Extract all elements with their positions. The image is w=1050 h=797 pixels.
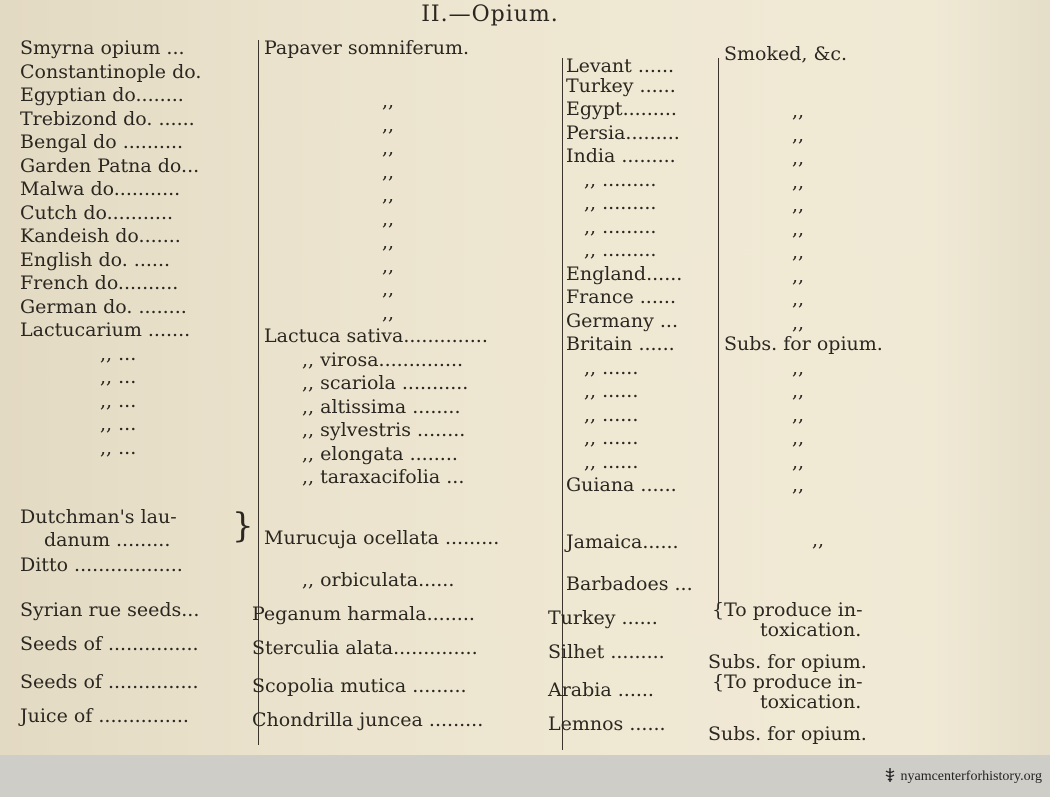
table-cell-use: ,, — [792, 404, 805, 426]
table-cell-country: Jamaica...... — [566, 531, 679, 553]
table-cell-plant: ,, — [382, 231, 395, 253]
table-cell-country: ,, ......... — [584, 216, 657, 238]
table-cell-use: ,, — [792, 147, 805, 169]
table-cell-substance: Seeds of ............... — [20, 633, 199, 655]
table-cell-country: ,, ......... — [584, 169, 657, 191]
table-cell-country: ,, ...... — [584, 380, 639, 402]
table-cell-plant: ,, — [382, 255, 395, 277]
table-cell-substance: Syrian rue seeds... — [20, 599, 200, 621]
table-cell-use: Subs. for opium. — [708, 651, 867, 673]
table-cell-country: ,, ...... — [584, 427, 639, 449]
table-cell-substance: Kandeish do....... — [20, 225, 181, 247]
table-cell-use: toxication. — [760, 691, 862, 713]
table-cell-use: Subs. for opium. — [724, 333, 883, 355]
table-cell-use: ,, — [792, 100, 805, 122]
table-cell-substance: ,, ... — [100, 366, 137, 388]
table-cell-substance: Constantinople do. — [20, 61, 202, 83]
table-cell-use: ,, — [792, 265, 805, 287]
table-cell-substance: Juice of ............... — [20, 705, 189, 727]
table-cell-substance: ,, ... — [100, 413, 137, 435]
table-cell-plant: ,, — [382, 114, 395, 136]
table-cell-country: Turkey ...... — [548, 607, 658, 629]
table-cell-plant: Lactuca sativa.............. — [264, 325, 488, 347]
table-cell-substance: Smyrna opium ... — [20, 37, 185, 59]
table-cell-plant: Peganum harmala........ — [252, 603, 475, 625]
table-cell-country: Silhet ......... — [548, 641, 665, 663]
table-cell-substance: Malwa do........... — [20, 178, 181, 200]
table-cell-country: ,, ......... — [584, 192, 657, 214]
table-cell-country: Persia......... — [566, 122, 680, 144]
table-cell-substance: Egyptian do........ — [20, 84, 184, 106]
table-cell-plant: ,, sylvestris ........ — [302, 419, 466, 441]
section-heading: II.—Opium. — [421, 2, 559, 27]
table-cell-plant: ,, altissima ........ — [302, 396, 461, 418]
table-cell-plant: ,, — [382, 278, 395, 300]
table-cell-country: ,, ...... — [584, 451, 639, 473]
table-cell-plant: Chondrilla juncea ......... — [252, 709, 484, 731]
table-cell-use: ,, — [792, 357, 805, 379]
table-cell-use: {To produce in- — [712, 599, 863, 621]
table-cell-use: ,, — [792, 474, 805, 496]
table-cell-substance: Garden Patna do... — [20, 155, 200, 177]
table-cell-use: Smoked, &c. — [724, 43, 848, 65]
table-cell-country: ,, ...... — [584, 357, 639, 379]
table-cell-use: Subs. for opium. — [708, 723, 867, 745]
table-cell-substance: Cutch do........... — [20, 202, 174, 224]
table-cell-country: Britain ...... — [566, 333, 675, 355]
table-cell-substance: French do.......... — [20, 272, 179, 294]
table-cell-use: ,, — [792, 288, 805, 310]
table-cell-substance: Ditto .................. — [20, 554, 183, 576]
table-cell-substance: Bengal do .......... — [20, 131, 184, 153]
caduceus-icon — [882, 767, 898, 783]
table-cell-substance: Trebizond do. ...... — [20, 108, 195, 130]
table-cell-substance: ,, ... — [100, 437, 137, 459]
brace-mark: } — [232, 506, 254, 546]
table-cell-plant: ,, — [382, 208, 395, 230]
table-cell-plant: ,, — [382, 302, 395, 324]
table-cell-use: ,, — [792, 124, 805, 146]
scan-shading — [930, 0, 1050, 755]
table-cell-substance: German do. ........ — [20, 296, 187, 318]
table-cell-country: ,, ......... — [584, 239, 657, 261]
table-cell-use: ,, — [792, 380, 805, 402]
table-cell-use: ,, — [812, 529, 825, 551]
table-cell-use: ,, — [792, 427, 805, 449]
table-cell-substance: Dutchman's lau- — [20, 506, 177, 528]
table-cell-use: ,, — [792, 312, 805, 334]
table-cell-use: toxication. — [760, 619, 862, 641]
footer-bar — [0, 755, 1050, 797]
column-rule-3 — [718, 58, 719, 603]
table-cell-substance: ,, ... — [100, 390, 137, 412]
table-cell-country: Barbadoes ... — [566, 573, 693, 595]
table-cell-country: Turkey ...... — [566, 75, 676, 97]
table-cell-use: ,, — [792, 194, 805, 216]
table-cell-country: Lemnos ...... — [548, 713, 666, 735]
table-cell-substance: English do. ...... — [20, 249, 171, 271]
table-cell-use: ,, — [792, 218, 805, 240]
table-cell-plant: ,, elongata ........ — [302, 443, 458, 465]
table-cell-substance: Seeds of ............... — [20, 671, 199, 693]
table-cell-country: ,, ...... — [584, 404, 639, 426]
table-cell-use: ,, — [792, 451, 805, 473]
table-cell-substance: ,, ... — [100, 343, 137, 365]
table-cell-plant: ,, virosa.............. — [302, 349, 464, 371]
table-cell-country: Arabia ...... — [548, 679, 654, 701]
table-cell-use: {To produce in- — [712, 671, 863, 693]
credit-watermark — [882, 767, 1042, 785]
credit-text: nyamcenterforhistory.org — [900, 769, 1042, 784]
table-cell-plant: ,, — [382, 90, 395, 112]
table-cell-plant: Scopolia mutica ......... — [252, 675, 467, 697]
table-cell-country: India ......... — [566, 145, 676, 167]
table-cell-plant: ,, taraxacifolia ... — [302, 466, 465, 488]
table-cell-plant: Sterculia alata.............. — [252, 637, 478, 659]
table-cell-plant: ,, — [382, 161, 395, 183]
table-cell-substance: Lactucarium ....... — [20, 319, 191, 341]
table-cell-plant: ,, — [382, 137, 395, 159]
table-cell-substance: danum ......... — [44, 529, 171, 551]
table-cell-country: France ...... — [566, 286, 676, 308]
table-cell-plant: ,, — [382, 184, 395, 206]
table-cell-country: Levant ...... — [566, 55, 675, 77]
table-cell-country: Egypt......... — [566, 98, 677, 120]
table-cell-country: Guiana ...... — [566, 474, 677, 496]
table-cell-country: Germany ... — [566, 310, 678, 332]
table-cell-use: ,, — [792, 171, 805, 193]
table-cell-plant: Murucuja ocellata ......... — [264, 527, 500, 549]
table-cell-plant: ,, orbiculata...... — [302, 569, 455, 591]
table-cell-use: ,, — [792, 241, 805, 263]
table-cell-country: England...... — [566, 263, 683, 285]
table-cell-plant: Papaver somniferum. — [264, 37, 470, 59]
table-cell-plant: ,, scariola ........... — [302, 372, 469, 394]
